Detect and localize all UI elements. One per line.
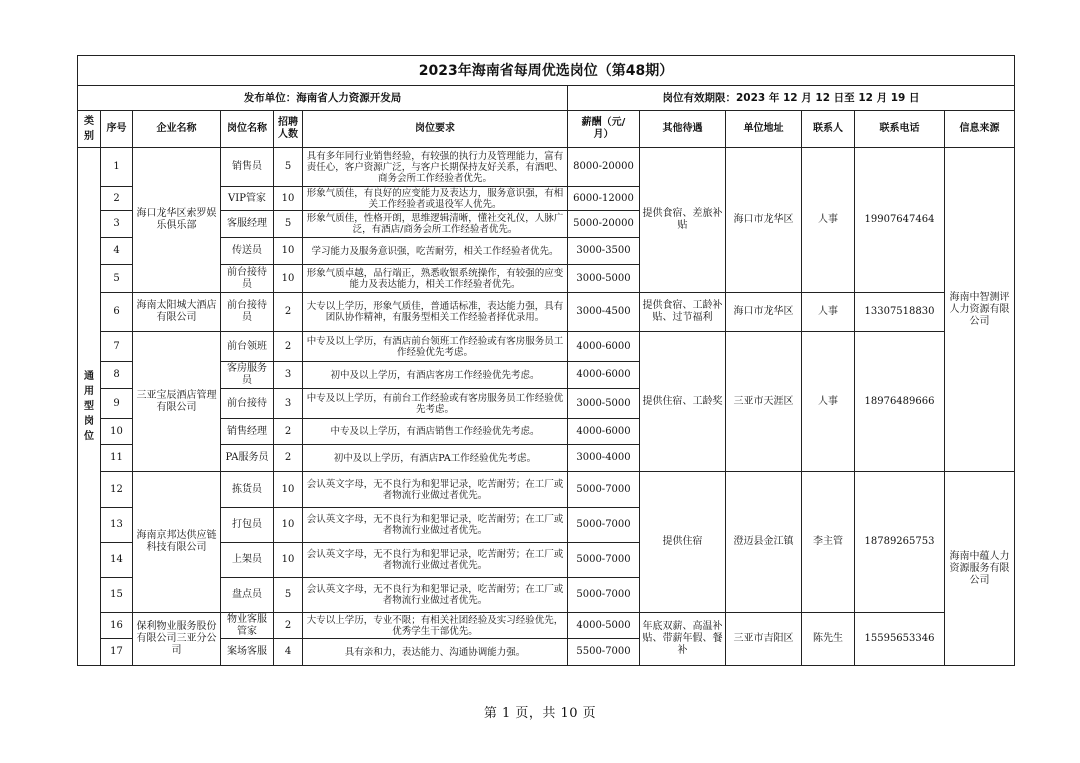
category-text: 通用型岗位 <box>84 371 94 442</box>
address-cell: 海口市龙华区 <box>726 148 802 293</box>
table-row <box>78 293 1015 332</box>
position-cell: 打包员 <box>221 508 274 543</box>
source-cell: 海南中蕴人力资源服务有限公司 <box>945 472 1015 666</box>
salary-cell: 4000-6000 <box>568 362 640 389</box>
count-cell: 10 <box>274 543 303 578</box>
requirement-cell: 学习能力及服务意识强，吃苦耐劳，相关工作经验者优先。 <box>303 238 568 265</box>
header-count <box>274 111 303 148</box>
seq-cell: 16 <box>101 613 133 639</box>
requirement-cell: 具有多年同行业销售经验，有较强的执行力及管理能力，富有责任心，客户资源广泛，与客户长期保持友好关系，有酒吧、商务会所工作经验者优先。 <box>303 148 568 187</box>
count-cell: 2 <box>274 419 303 445</box>
contact-cell: 陈先生 <box>802 613 855 666</box>
table-row <box>78 472 1015 508</box>
source-cell: 海南中智测评人力资源有限公司 <box>945 148 1015 472</box>
position-cell: VIP管家 <box>221 187 274 211</box>
position-cell: 盘点员 <box>221 578 274 613</box>
header-count-text: 招聘人数 <box>278 117 298 140</box>
category-cell <box>78 148 101 666</box>
count-cell: 2 <box>274 332 303 362</box>
header-address: 单位地址 <box>726 111 802 148</box>
count-cell: 5 <box>274 578 303 613</box>
salary-cell: 5500-7000 <box>568 639 640 666</box>
publisher-label: 发布单位：海南省人力资源开发局 <box>78 86 568 111</box>
count-cell: 2 <box>274 445 303 472</box>
salary-cell: 3000-3500 <box>568 238 640 265</box>
position-cell: 拣货员 <box>221 472 274 508</box>
count-cell: 2 <box>274 613 303 639</box>
seq-cell: 17 <box>101 639 133 666</box>
requirement-cell: 会认英文字母，无不良行为和犯罪记录，吃苦耐劳；在工厂或者物流行业做过者优先。 <box>303 578 568 613</box>
position-cell: PA服务员 <box>221 445 274 472</box>
company-cell: 三亚宝辰酒店管理有限公司 <box>133 332 221 472</box>
requirement-cell: 初中及以上学历，有酒店PA工作经验优先考虑。 <box>303 445 568 472</box>
phone-cell: 15595653346 <box>855 613 945 666</box>
address-cell: 三亚市吉阳区 <box>726 613 802 666</box>
header-category-text: 类别 <box>84 116 94 142</box>
company-cell: 海南太阳城大酒店有限公司 <box>133 293 221 332</box>
header-category <box>78 111 101 148</box>
phone-cell: 13307518830 <box>855 293 945 332</box>
salary-cell: 3000-5000 <box>568 389 640 419</box>
company-cell: 海南京邦达供应链科技有限公司 <box>133 472 221 613</box>
position-cell: 客房服务员 <box>221 362 274 389</box>
header-company: 企业名称 <box>133 111 221 148</box>
position-cell: 前台接待员 <box>221 265 274 293</box>
jobs-table <box>77 55 1015 666</box>
count-cell: 5 <box>274 211 303 238</box>
salary-cell: 5000-7000 <box>568 472 640 508</box>
requirement-cell: 中专及以上学历，有前台工作经验或有客房服务员工作经验优先考虑。 <box>303 389 568 419</box>
requirement-cell: 形象气质卓越，品行端正，熟悉收银系统操作，有较强的应变能力及表达能力，相关工作经验者优先。 <box>303 265 568 293</box>
seq-cell: 4 <box>101 238 133 265</box>
position-cell: 传送员 <box>221 238 274 265</box>
position-cell: 前台接待 <box>221 389 274 419</box>
salary-cell: 3000-5000 <box>568 265 640 293</box>
salary-cell: 4000-5000 <box>568 613 640 639</box>
count-cell: 10 <box>274 265 303 293</box>
seq-cell: 9 <box>101 389 133 419</box>
table-row <box>78 613 1015 639</box>
count-cell: 10 <box>274 508 303 543</box>
seq-cell: 2 <box>101 187 133 211</box>
company-cell: 海口龙华区索罗娱乐俱乐部 <box>133 148 221 293</box>
position-cell: 前台领班 <box>221 332 274 362</box>
requirement-cell: 会认英文字母，无不良行为和犯罪记录，吃苦耐劳；在工厂或者物流行业做过者优先。 <box>303 543 568 578</box>
address-cell: 海口市龙华区 <box>726 293 802 332</box>
header-benefits: 其他待遇 <box>640 111 726 148</box>
position-cell: 销售经理 <box>221 419 274 445</box>
position-cell: 案场客服 <box>221 639 274 666</box>
salary-cell: 3000-4000 <box>568 445 640 472</box>
seq-cell: 10 <box>101 419 133 445</box>
header-source: 信息来源 <box>945 111 1015 148</box>
header-salary <box>568 111 640 148</box>
seq-cell: 8 <box>101 362 133 389</box>
header-phone: 联系电话 <box>855 111 945 148</box>
phone-cell: 19907647464 <box>855 148 945 293</box>
validity-label: 岗位有效期限：2023 年 12 月 12 日至 12 月 19 日 <box>568 86 1015 111</box>
count-cell: 10 <box>274 187 303 211</box>
count-cell: 10 <box>274 238 303 265</box>
seq-cell: 11 <box>101 445 133 472</box>
contact-cell: 人事 <box>802 332 855 472</box>
contact-cell: 人事 <box>802 293 855 332</box>
seq-cell: 14 <box>101 543 133 578</box>
requirement-cell: 中专及以上学历，有酒店前台领班工作经验或有客房服务员工作经验优先考虑。 <box>303 332 568 362</box>
count-cell: 3 <box>274 389 303 419</box>
requirement-cell: 初中及以上学历，有酒店客房工作经验优先考虑。 <box>303 362 568 389</box>
table-title: 2023年海南省每周优选岗位（第48期） <box>78 56 1015 86</box>
requirement-cell: 大专以上学历，形象气质佳，普通话标准，表达能力强，具有团队协作精神，有服务型相关工作经验者择优录用。 <box>303 293 568 332</box>
header-position: 岗位名称 <box>221 111 274 148</box>
address-cell: 三亚市天涯区 <box>726 332 802 472</box>
requirement-cell: 会认英文字母，无不良行为和犯罪记录，吃苦耐劳；在工厂或者物流行业做过者优先。 <box>303 472 568 508</box>
salary-cell: 4000-6000 <box>568 419 640 445</box>
phone-cell: 18976489666 <box>855 332 945 472</box>
header-seq: 序号 <box>101 111 133 148</box>
salary-cell: 5000-7000 <box>568 543 640 578</box>
seq-cell: 1 <box>101 148 133 187</box>
benefits-cell: 提供住宿、工龄奖 <box>640 332 726 472</box>
position-cell: 物业客服管家 <box>221 613 274 639</box>
position-cell: 销售员 <box>221 148 274 187</box>
salary-cell: 5000-7000 <box>568 508 640 543</box>
count-cell: 2 <box>274 293 303 332</box>
benefits-cell: 年底双薪、高温补贴、带薪年假、餐补 <box>640 613 726 666</box>
salary-cell: 5000-7000 <box>568 578 640 613</box>
count-cell: 10 <box>274 472 303 508</box>
benefits-cell: 提供食宿、工龄补贴、过节福利 <box>640 293 726 332</box>
position-cell: 上架员 <box>221 543 274 578</box>
table-row <box>78 148 1015 187</box>
count-cell: 5 <box>274 148 303 187</box>
header-requirement: 岗位要求 <box>303 111 568 148</box>
seq-cell: 15 <box>101 578 133 613</box>
seq-cell: 5 <box>101 265 133 293</box>
requirement-cell: 形象气质佳，有良好的应变能力及表达力，服务意识强，有相关工作经验者或退役军人优先。 <box>303 187 568 211</box>
salary-cell: 3000-4500 <box>568 293 640 332</box>
seq-cell: 7 <box>101 332 133 362</box>
contact-cell: 李主管 <box>802 472 855 613</box>
seq-cell: 3 <box>101 211 133 238</box>
requirement-cell: 中专及以上学历，有酒店销售工作经验优先考虑。 <box>303 419 568 445</box>
page-footer: 第 1 页，共 10 页 <box>483 706 597 721</box>
contact-cell: 人事 <box>802 148 855 293</box>
requirement-cell: 形象气质佳，性格开朗，思维逻辑清晰，懂社交礼仪，人脉广泛，有酒店/商务会所工作经验者优先。 <box>303 211 568 238</box>
count-cell: 3 <box>274 362 303 389</box>
header-salary-text: 薪酬（元/月） <box>581 117 626 140</box>
address-cell: 澄迈县金江镇 <box>726 472 802 613</box>
position-cell: 前台接待员 <box>221 293 274 332</box>
seq-cell: 12 <box>101 472 133 508</box>
seq-cell: 13 <box>101 508 133 543</box>
requirement-cell: 具有亲和力，表达能力、沟通协调能力强。 <box>303 639 568 666</box>
header-contact: 联系人 <box>802 111 855 148</box>
position-cell: 客服经理 <box>221 211 274 238</box>
salary-cell: 5000-20000 <box>568 211 640 238</box>
salary-cell: 4000-6000 <box>568 332 640 362</box>
phone-cell: 18789265753 <box>855 472 945 613</box>
company-cell: 保利物业服务股份有限公司三亚分公司 <box>133 613 221 666</box>
requirement-cell: 会认英文字母，无不良行为和犯罪记录，吃苦耐劳；在工厂或者物流行业做过者优先。 <box>303 508 568 543</box>
salary-cell: 8000-20000 <box>568 148 640 187</box>
seq-cell: 6 <box>101 293 133 332</box>
table-row <box>78 332 1015 362</box>
salary-cell: 6000-12000 <box>568 187 640 211</box>
benefits-cell: 提供食宿、差旅补贴 <box>640 148 726 293</box>
benefits-cell: 提供住宿 <box>640 472 726 613</box>
count-cell: 4 <box>274 639 303 666</box>
requirement-cell: 大专以上学历，专业不限；有相关社团经验及实习经验优先，优秀学生干部优先。 <box>303 613 568 639</box>
